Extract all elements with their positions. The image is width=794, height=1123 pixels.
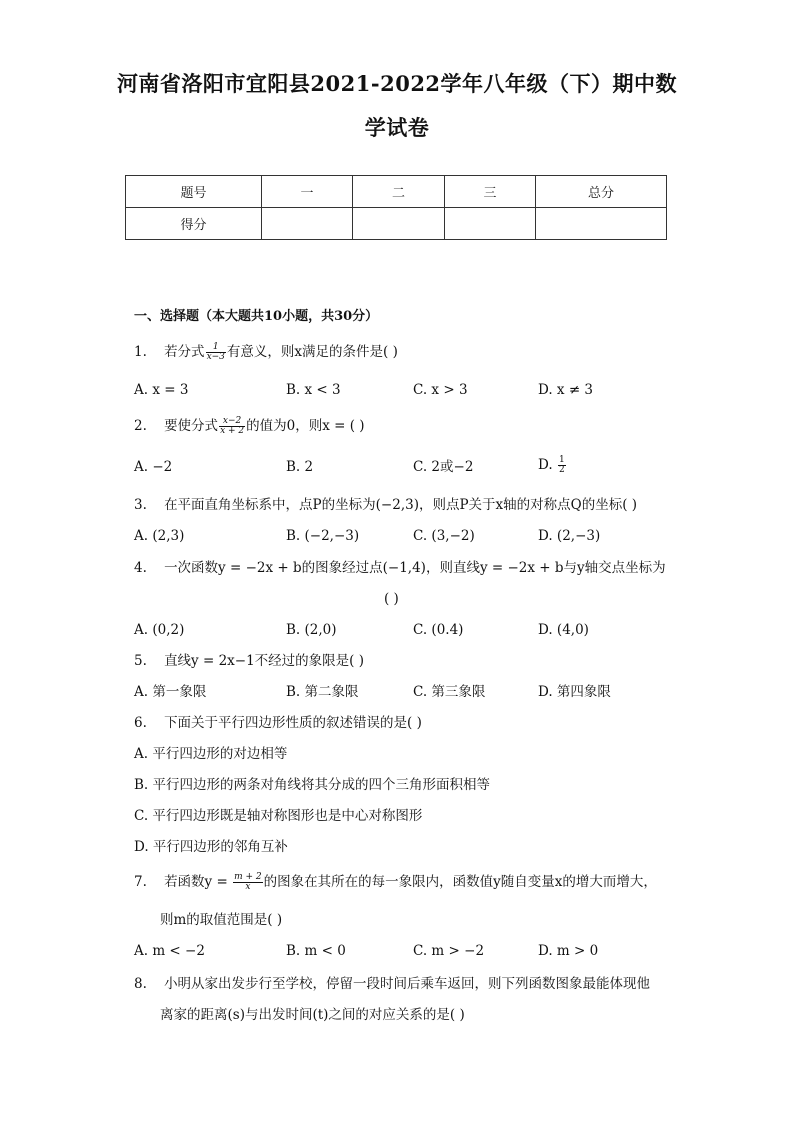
question-text: 的值为0，则x = ( )	[246, 418, 365, 434]
header-cell: 三	[445, 176, 536, 208]
question-text: 若分式	[164, 344, 205, 360]
option-c[interactable]: C. (0.4)	[413, 622, 464, 638]
question-8-line-2: 离家的距离(s)与出发时间(t)之间的对应关系的是( )	[160, 1007, 465, 1023]
question-text: 小明从家出发步行至学校，停留一段时间后乘车返回，则下列函数图象最能体现他	[164, 976, 651, 992]
option-c[interactable]: C. m > −2	[413, 943, 485, 959]
option-d[interactable]: D. (2,−3)	[538, 528, 601, 544]
question-number: 6.	[134, 715, 147, 731]
option-b[interactable]: B. m < 0	[286, 943, 346, 959]
fraction-denominator: 2	[558, 465, 565, 475]
header-cell: 题号	[126, 176, 262, 208]
question-text: 下面关于平行四边形性质的叙述错误的是( )	[164, 715, 422, 731]
option-a[interactable]: A. (0,2)	[134, 622, 185, 638]
score-input-cell[interactable]	[536, 208, 667, 240]
score-table	[125, 175, 667, 240]
question-text: 要使分式	[164, 418, 219, 434]
header-cell: 总分	[536, 176, 667, 208]
question-text: 若函数y =	[164, 874, 233, 890]
question-number: 7.	[134, 874, 147, 890]
question-5	[134, 652, 364, 670]
option-b[interactable]: B. 2	[286, 459, 314, 475]
fraction-denominator: x	[245, 882, 251, 892]
question-number: 5.	[134, 653, 147, 669]
option-b[interactable]: B. x < 3	[286, 382, 341, 398]
question-7-line-2: 则m的取值范围是( )	[160, 912, 283, 928]
option-b[interactable]: B. (2,0)	[286, 622, 337, 638]
question-3	[134, 496, 637, 514]
score-table-score-row	[126, 208, 667, 240]
score-input-cell[interactable]	[262, 208, 353, 240]
question-text: 的图象在其所在的每一象限内，函数值y随自变量x的增大而增大，	[263, 874, 657, 890]
option-a[interactable]: A. (2,3)	[134, 528, 185, 544]
score-input-cell[interactable]	[353, 208, 445, 240]
section-heading: 一、选择题（本大题共10小题，共30分）	[134, 309, 379, 324]
question-1	[134, 343, 398, 362]
question-7	[134, 873, 657, 892]
question-number: 1.	[134, 344, 147, 360]
option-d[interactable]: D. x ≠ 3	[538, 382, 594, 398]
fraction-numerator: 1	[206, 343, 226, 353]
question-8	[134, 975, 650, 993]
row-label-cell: 得分	[126, 208, 262, 240]
option-d[interactable]: D. 平行四边形的邻角互补	[134, 839, 288, 855]
option-c[interactable]: C. (3,−2)	[413, 528, 475, 544]
score-table-header-row	[126, 176, 667, 208]
question-4	[134, 559, 666, 577]
option-d[interactable]: D. 第四象限	[538, 684, 611, 700]
question-number: 4.	[134, 560, 147, 576]
fraction	[233, 873, 263, 892]
header-cell: 二	[353, 176, 445, 208]
option-c[interactable]: C. 平行四边形既是轴对称图形也是中心对称图形	[134, 808, 423, 824]
option-a[interactable]: A. 平行四边形的对边相等	[134, 746, 288, 762]
fraction	[558, 456, 566, 475]
score-input-cell[interactable]	[445, 208, 536, 240]
option-d[interactable]: D. (4,0)	[538, 622, 589, 638]
option-c[interactable]: C. x > 3	[413, 382, 468, 398]
question-text: 一次函数y = −2x + b的图象经过点(−1,4)，则直线y = −2x + b与y轴交点坐标为	[164, 560, 666, 576]
fraction	[219, 417, 245, 436]
option-b[interactable]: B. (−2,−3)	[286, 528, 360, 544]
question-text: 直线y = 2x−1不经过的象限是( )	[164, 653, 365, 669]
option-a[interactable]: A. x = 3	[134, 382, 189, 398]
question-2	[134, 417, 365, 436]
header-cell: 一	[262, 176, 353, 208]
question-number: 2.	[134, 418, 147, 434]
title-line-2: 学试卷	[364, 115, 430, 140]
option-b[interactable]: B. 第二象限	[286, 684, 359, 700]
fraction-numerator: x−2	[219, 417, 245, 427]
fraction-numerator: 1	[558, 455, 565, 465]
fraction	[206, 343, 226, 362]
fraction-numerator: m + 2	[234, 872, 262, 882]
question-text: 在平面直角坐标系中，点P的坐标为(−2,3)，则点P关于x轴的对称点Q的坐标( )	[164, 497, 638, 513]
option-label: D.	[538, 457, 553, 473]
question-6	[134, 714, 422, 732]
question-number: 8.	[134, 976, 147, 992]
fraction-denominator: x + 2	[220, 426, 245, 436]
option-a[interactable]: A. 第一象限	[134, 684, 207, 700]
option-b[interactable]: B. 平行四边形的两条对角线将其分成的四个三角形面积相等	[134, 777, 491, 793]
option-a[interactable]: A. −2	[134, 459, 173, 475]
question-number: 3.	[134, 497, 147, 513]
option-c[interactable]: C. 2或−2	[413, 459, 474, 475]
option-a[interactable]: A. m < −2	[134, 943, 205, 959]
option-c[interactable]: C. 第三象限	[413, 684, 486, 700]
title-line-1: 河南省洛阳市宜阳县2021-2022学年八年级（下）期中数	[116, 71, 678, 96]
option-d[interactable]: D. m > 0	[538, 943, 599, 959]
question-4-bracket: ( )	[384, 591, 399, 607]
fraction-denominator: x−3	[206, 352, 225, 362]
option-d[interactable]	[538, 456, 567, 475]
question-text: 有意义，则x满足的条件是( )	[226, 344, 398, 360]
